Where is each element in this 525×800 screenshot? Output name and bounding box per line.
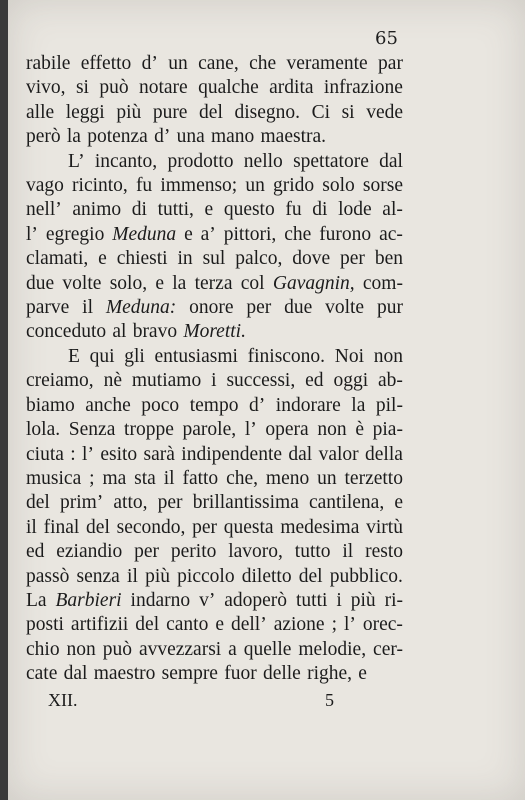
word: ; bbox=[89, 467, 95, 489]
word: chio bbox=[26, 638, 60, 660]
word: cer- bbox=[373, 638, 403, 660]
word: pure bbox=[152, 101, 188, 123]
word: brillantissima bbox=[192, 492, 299, 514]
book-page bbox=[8, 0, 525, 800]
word: egregio bbox=[45, 223, 105, 245]
word: si bbox=[341, 101, 355, 123]
word: terzetto bbox=[344, 467, 403, 489]
word: parve bbox=[26, 297, 70, 319]
word: sarà bbox=[143, 443, 175, 465]
word: resto bbox=[365, 541, 403, 563]
word: pil- bbox=[375, 394, 403, 416]
word: mutiamo bbox=[131, 370, 202, 392]
word: e bbox=[204, 199, 214, 221]
text-line bbox=[26, 491, 403, 515]
word: ricinto, bbox=[72, 175, 128, 197]
word: tutti bbox=[296, 589, 328, 611]
word: indarno bbox=[130, 589, 191, 611]
text-line bbox=[26, 394, 403, 418]
word: qui bbox=[89, 345, 115, 367]
text-line bbox=[26, 638, 403, 662]
word: per bbox=[157, 492, 183, 514]
word: per bbox=[192, 516, 218, 538]
word: L’ bbox=[68, 150, 85, 172]
word: ab- bbox=[378, 370, 403, 392]
word: che, bbox=[226, 467, 259, 489]
word: e bbox=[358, 663, 367, 685]
word: indipendente bbox=[181, 443, 283, 465]
word: chiesti bbox=[116, 248, 168, 270]
word: alle bbox=[26, 101, 55, 123]
text-line bbox=[26, 540, 403, 564]
word: delle bbox=[262, 663, 301, 685]
word: E bbox=[68, 345, 80, 367]
text-line bbox=[26, 662, 403, 686]
word: conceduto bbox=[26, 321, 107, 343]
word: gli bbox=[124, 345, 145, 367]
text-line bbox=[26, 223, 403, 247]
word: Noi bbox=[334, 345, 364, 367]
signature-mark: XII. bbox=[48, 690, 78, 710]
word: il bbox=[26, 516, 37, 538]
word: a’ bbox=[200, 223, 216, 245]
word: pia- bbox=[372, 419, 403, 441]
word: Gavagnin, bbox=[272, 272, 355, 294]
word: fu bbox=[135, 175, 153, 197]
word: indorare bbox=[275, 394, 341, 416]
word: posti bbox=[26, 614, 64, 636]
word: com- bbox=[362, 272, 403, 294]
word: ciuta bbox=[26, 443, 64, 465]
word: ma bbox=[102, 467, 127, 489]
word: per bbox=[246, 297, 272, 319]
word: creiamo, bbox=[26, 370, 94, 392]
word: avvezzarsi bbox=[138, 638, 222, 660]
word: può bbox=[102, 638, 132, 660]
word: notare bbox=[138, 77, 188, 99]
page-number: 65 bbox=[375, 28, 398, 49]
word: lola. bbox=[26, 419, 61, 441]
word: ed bbox=[305, 370, 324, 392]
text-line bbox=[26, 150, 403, 174]
text-line bbox=[26, 369, 403, 393]
text-line bbox=[26, 345, 403, 369]
word: par bbox=[378, 53, 403, 74]
text-line bbox=[26, 198, 403, 222]
word: eziandio bbox=[56, 541, 123, 563]
word: melodie, bbox=[298, 638, 367, 660]
word: adoperò bbox=[224, 589, 288, 611]
word: più bbox=[145, 565, 170, 587]
word: però bbox=[26, 126, 61, 148]
word: prodotto bbox=[167, 150, 234, 172]
word: l’ bbox=[82, 443, 94, 465]
word: sempre bbox=[161, 663, 218, 685]
text-line bbox=[26, 296, 403, 320]
word: tempo bbox=[189, 394, 239, 416]
word: secondo, bbox=[116, 516, 186, 538]
word: del bbox=[298, 565, 323, 587]
word: non bbox=[66, 638, 96, 660]
word: perito bbox=[170, 541, 217, 563]
word: pubblico. bbox=[329, 565, 403, 587]
word: lode bbox=[338, 199, 372, 221]
word: Meduna: bbox=[105, 297, 177, 319]
word: più bbox=[350, 589, 376, 611]
word: solo bbox=[322, 175, 355, 197]
word: ardita bbox=[269, 77, 314, 99]
word: canto bbox=[166, 614, 209, 636]
word: dal bbox=[63, 663, 88, 685]
word: per bbox=[134, 541, 160, 563]
word: questo bbox=[223, 199, 275, 221]
word: musica bbox=[26, 467, 82, 489]
word: vago bbox=[26, 175, 64, 197]
word: Ci bbox=[311, 101, 331, 123]
word: poco bbox=[141, 394, 180, 416]
text-line bbox=[26, 101, 403, 125]
word: del bbox=[199, 101, 223, 123]
word: lavoro, bbox=[228, 541, 283, 563]
word: un bbox=[245, 175, 265, 197]
word: senza bbox=[76, 565, 120, 587]
word: d’ bbox=[249, 394, 266, 416]
word: della bbox=[365, 443, 403, 465]
word: è bbox=[355, 419, 364, 441]
word: Moretti. bbox=[183, 321, 246, 343]
word: non bbox=[317, 419, 347, 441]
word: meno bbox=[265, 467, 310, 489]
word: infrazione bbox=[323, 77, 403, 99]
text-line bbox=[26, 52, 403, 76]
word: atto, bbox=[113, 492, 148, 514]
word: fatto bbox=[182, 467, 219, 489]
word: fuor bbox=[224, 663, 257, 685]
word: di bbox=[131, 199, 147, 221]
word: tutti, bbox=[157, 199, 194, 221]
word: quelle bbox=[243, 638, 292, 660]
word: e bbox=[394, 492, 403, 514]
word: pur bbox=[376, 297, 403, 319]
word: al- bbox=[382, 199, 403, 221]
word: una bbox=[176, 126, 205, 148]
word: rabile bbox=[26, 53, 71, 74]
word: ed bbox=[26, 541, 45, 563]
word: grido bbox=[272, 175, 315, 197]
word: clamati, bbox=[26, 248, 89, 270]
word: l’ bbox=[26, 223, 38, 245]
word: effetto bbox=[80, 53, 132, 74]
word: cate bbox=[26, 663, 58, 685]
text-line bbox=[26, 565, 403, 589]
word: il bbox=[163, 467, 175, 489]
word: parole, bbox=[182, 419, 237, 441]
word: piccolo bbox=[177, 565, 235, 587]
word: due bbox=[284, 297, 313, 319]
word: orec- bbox=[362, 614, 403, 636]
word: maestra. bbox=[260, 126, 327, 148]
word: un bbox=[168, 53, 188, 74]
word: più bbox=[116, 101, 142, 123]
word: medesima bbox=[280, 516, 360, 538]
word: ac- bbox=[379, 223, 403, 245]
word: volte bbox=[325, 297, 365, 319]
word: anche bbox=[85, 394, 131, 416]
word: artifizii bbox=[70, 614, 129, 636]
word: opera bbox=[265, 419, 309, 441]
word: dal bbox=[288, 443, 313, 465]
word: Senza bbox=[68, 419, 116, 441]
text-line bbox=[26, 125, 403, 149]
word: incanto, bbox=[94, 150, 158, 172]
word: sorse bbox=[362, 175, 403, 197]
word: il bbox=[127, 565, 138, 587]
word: nello bbox=[243, 150, 283, 172]
word: l’ bbox=[244, 419, 257, 441]
word: disegno. bbox=[234, 101, 300, 123]
word: onore bbox=[189, 297, 234, 319]
word: tutto bbox=[294, 541, 331, 563]
word: i bbox=[211, 370, 217, 392]
word: entusiasmi bbox=[154, 345, 238, 367]
word: un bbox=[317, 467, 337, 489]
word: i bbox=[336, 589, 342, 611]
word: la bbox=[66, 126, 81, 148]
word: nell’ bbox=[26, 199, 62, 221]
word: per bbox=[340, 248, 365, 270]
word: oggi bbox=[333, 370, 369, 392]
word: righe, bbox=[307, 663, 353, 685]
text-line bbox=[26, 443, 403, 467]
word: e bbox=[155, 272, 164, 294]
word: cantilena, bbox=[308, 492, 385, 514]
word: cane, bbox=[198, 53, 239, 74]
word: il bbox=[82, 297, 93, 319]
word: immenso; bbox=[160, 175, 238, 197]
word: fu bbox=[285, 199, 302, 221]
word: passò bbox=[26, 565, 70, 587]
word: sul bbox=[202, 248, 226, 270]
word: in bbox=[177, 248, 193, 270]
text-line bbox=[26, 467, 403, 491]
text-line bbox=[26, 247, 403, 271]
word: volte bbox=[62, 272, 102, 294]
word: dal bbox=[379, 150, 403, 172]
word: non bbox=[373, 345, 403, 367]
word: due bbox=[26, 272, 55, 294]
signature-number: 5 bbox=[325, 690, 334, 710]
word: e bbox=[184, 223, 193, 245]
word: ri- bbox=[384, 589, 403, 611]
word: nè bbox=[103, 370, 122, 392]
word: del bbox=[135, 614, 160, 636]
text-line bbox=[26, 613, 403, 637]
word: può bbox=[99, 77, 129, 99]
word: successi, bbox=[226, 370, 296, 392]
word: sta bbox=[134, 467, 156, 489]
word: d’ bbox=[154, 126, 171, 148]
word: palco, bbox=[235, 248, 283, 270]
word: il bbox=[342, 541, 354, 563]
text-line bbox=[26, 272, 403, 296]
word: furono bbox=[319, 223, 372, 245]
word: spettatore bbox=[293, 150, 369, 172]
word: che bbox=[249, 53, 277, 74]
word: Barbieri bbox=[55, 589, 122, 611]
word: v’ bbox=[199, 589, 216, 611]
word: questa bbox=[223, 516, 274, 538]
word: maestro bbox=[93, 663, 156, 685]
word: d’ bbox=[141, 53, 158, 74]
text-line bbox=[26, 589, 403, 613]
word: dove bbox=[292, 248, 331, 270]
text-line bbox=[26, 320, 403, 344]
word: a bbox=[228, 638, 237, 660]
text-line bbox=[26, 174, 403, 198]
word: e bbox=[215, 614, 224, 636]
text-line bbox=[26, 418, 403, 442]
word: La bbox=[26, 589, 47, 611]
word: solo, bbox=[109, 272, 148, 294]
word: l’ bbox=[343, 614, 356, 636]
word: Meduna bbox=[112, 223, 177, 245]
word: finiscono. bbox=[247, 345, 326, 367]
word: mano bbox=[210, 126, 255, 148]
word: dell’ bbox=[230, 614, 267, 636]
word: e bbox=[98, 248, 107, 270]
text-line bbox=[26, 516, 403, 540]
word: ; bbox=[331, 614, 337, 636]
word: col bbox=[240, 272, 265, 294]
text-line bbox=[26, 76, 403, 100]
word: valor bbox=[318, 443, 359, 465]
word: animo bbox=[72, 199, 122, 221]
word: vivo, bbox=[26, 77, 66, 99]
word: azione bbox=[273, 614, 325, 636]
word: la bbox=[172, 272, 187, 294]
body-text bbox=[26, 52, 403, 687]
word: virtù bbox=[366, 516, 403, 538]
word: final bbox=[43, 516, 80, 538]
word: di bbox=[312, 199, 328, 221]
word: del bbox=[86, 516, 110, 538]
word: ben bbox=[374, 248, 403, 270]
word: del bbox=[26, 492, 50, 514]
word: potenza bbox=[87, 126, 148, 148]
word: bravo bbox=[132, 321, 178, 343]
word: che bbox=[284, 223, 312, 245]
word: terza bbox=[194, 272, 233, 294]
word: veramente bbox=[286, 53, 368, 74]
word: pittori, bbox=[223, 223, 277, 245]
word: prim’ bbox=[59, 492, 104, 514]
word: biamo bbox=[26, 394, 75, 416]
word: al bbox=[112, 321, 127, 343]
word: si bbox=[75, 77, 89, 99]
word: qualche bbox=[198, 77, 259, 99]
word: troppe bbox=[124, 419, 174, 441]
word: la bbox=[351, 394, 366, 416]
word: leggi bbox=[65, 101, 105, 123]
word: esito bbox=[100, 443, 138, 465]
word: diletto bbox=[241, 565, 292, 587]
word: vede bbox=[366, 101, 403, 123]
word: : bbox=[70, 443, 76, 465]
